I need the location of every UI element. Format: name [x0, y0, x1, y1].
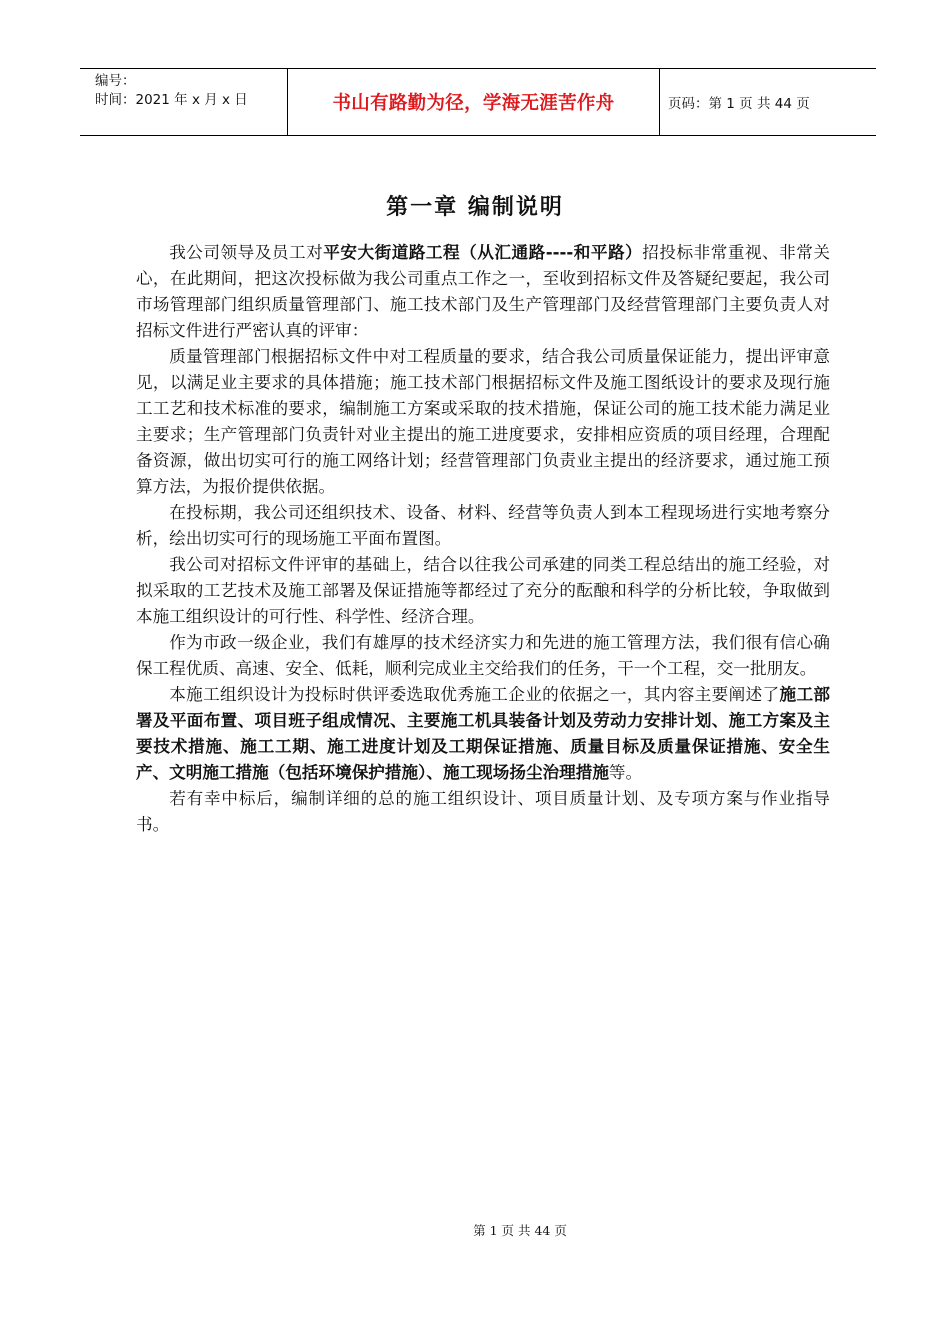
- document-number-label: 编号：: [95, 73, 136, 89]
- paragraph-6-text-b: 等。: [608, 763, 643, 782]
- page-footer: 第 1 页 共 44 页: [473, 1223, 567, 1238]
- paragraph-7: 若有幸中标后，编制详细的总的施工组织设计、项目质量计划、及专项方案与作业指导书。: [136, 789, 830, 834]
- header-table: [80, 68, 876, 136]
- header-page-info: 页码：第 1 页 共 44 页: [668, 96, 810, 112]
- paragraph-3: 在投标期，我公司还组织技术、设备、材料、经营等负责人到本工程现场进行实地考察分析，绘出切实可行的现场施工平面布置图。: [136, 503, 830, 548]
- header-meta: [80, 69, 287, 135]
- paragraph-5: 作为市政一级企业，我们有雄厚的技术经济实力和先进的施工管理方法，我们很有信心确保工程优质、高速、安全、低耗，顺利完成业主交给我们的任务，干一个工程，交一批朋友。: [136, 633, 830, 678]
- paragraph-4: 我公司对招标文件评审的基础上，结合以往我公司承建的同类工程总结出的施工经验，对拟采取的工艺技术及施工部署及保证措施等都经过了充分的酝酿和科学的分析比较，争取做到本施工组织设计的可行性、科学性、经济合理。: [136, 555, 830, 626]
- paragraph-6-text-a: 本施工组织设计为投标时供评委选取优秀施工企业的依据之一，其内容主要阐述了: [169, 685, 780, 704]
- document-body: [136, 240, 830, 838]
- project-name: 平安大街道路工程（从汇通路----和平路）: [323, 243, 643, 262]
- contents-list: 施工部署及平面布置、项目班子组成情况、主要施工机具装备计划及劳动力安排计划、施工方案及主要技术措施、施工工期、施工进度计划及工期保证措施、质量目标及质量保证措施、安全生产、文明施工措施（包括环境保护措施）、施工现场扬尘治理措施: [136, 685, 830, 782]
- header-page-info-cell: [660, 69, 876, 135]
- paragraph-1: [136, 240, 830, 344]
- paragraph-1-text-a: 我公司领导及员工对: [169, 243, 324, 262]
- header-motto-cell: [287, 69, 660, 135]
- paragraph-1-text-b: 招投标非常重视、非常关心，在此期间，把这次投标做为我公司重点工作之一，至收到招标文件及答疑纪要起，我公司市场管理部门组织质量管理部门、施工技术部门及生产管理部门及经营管理部门主要负责人对招标文件进行严密认真的评审：: [136, 243, 831, 340]
- header-motto: 书山有路勤为径，学海无涯苦作舟: [332, 93, 615, 114]
- document-date: 时间：2021 年 x 月 x 日: [95, 92, 248, 108]
- chapter-title: 第一章 编制说明: [386, 195, 564, 220]
- paragraph-6: [136, 682, 830, 786]
- paragraph-2: 质量管理部门根据招标文件中对工程质量的要求，结合我公司质量保证能力，提出评审意见，以满足业主要求的具体措施；施工技术部门根据招标文件及施工图纸设计的要求及现行施工工艺和技术标准的要求，编制施工方案或采取的技术措施，保证公司的施工技术能力满足业主要求；生产管理部门负责针对业主提出的施工进度要求，安排相应资质的项目经理，合理配备资源，做出切实可行的施工网络计划；经营管理部门负责业主提出的经济要求，通过施工预算方法，为报价提供依据。: [136, 347, 830, 496]
